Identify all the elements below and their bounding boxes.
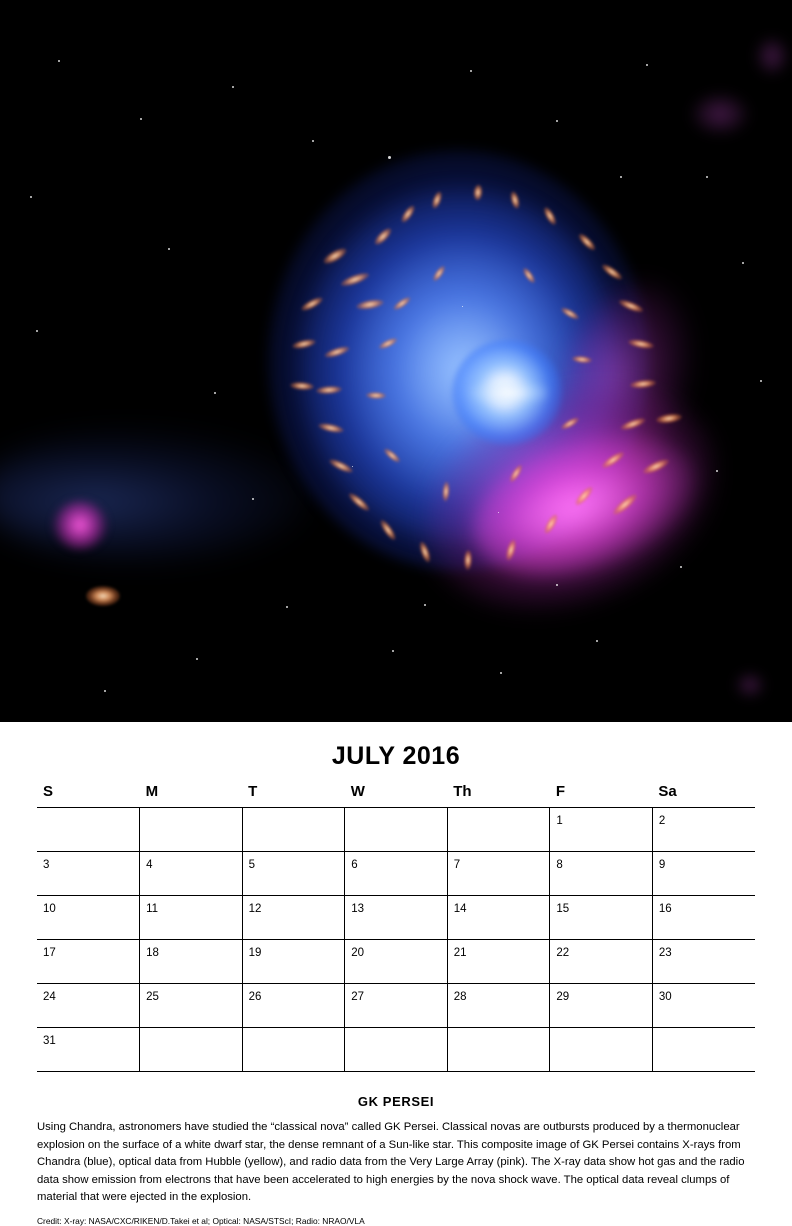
- month-title: JULY 2016: [331, 742, 461, 770]
- calendar-day-cell: 8: [550, 852, 653, 896]
- calendar-day-cell: 19: [242, 940, 345, 984]
- calendar-day-cell: 2: [652, 808, 755, 852]
- optical-knot: [323, 344, 350, 360]
- optical-knot: [378, 518, 398, 542]
- calendar-day-cell: 17: [37, 940, 140, 984]
- star: [716, 470, 718, 472]
- calendar-day-cell: [140, 1028, 243, 1072]
- caption-section: [0, 1094, 792, 1226]
- weekday-header-thursday: Th: [447, 779, 550, 808]
- star: [706, 176, 708, 178]
- calendar-week-row: [37, 940, 755, 984]
- star: [58, 60, 60, 62]
- calendar-week-row: [37, 984, 755, 1028]
- star: [462, 306, 463, 307]
- optical-knot: [339, 270, 370, 289]
- optical-knot: [473, 184, 483, 201]
- weekday-header-tuesday: T: [242, 779, 345, 808]
- optical-knot: [328, 457, 355, 476]
- calendar-day-cell: [242, 808, 345, 852]
- calendar-day-cell: 29: [550, 984, 653, 1028]
- optical-knot: [321, 245, 349, 267]
- calendar-week-row: [37, 852, 755, 896]
- calendar-day-cell: 10: [37, 896, 140, 940]
- calendar-day-cell: [550, 1028, 653, 1072]
- optical-knot: [316, 385, 342, 395]
- optical-knot: [399, 204, 417, 225]
- calendar-day-cell: 27: [345, 984, 448, 1028]
- calendar-day-cell: 28: [447, 984, 550, 1028]
- star: [500, 672, 502, 674]
- calendar-day-cell: 20: [345, 940, 448, 984]
- star: [232, 86, 234, 88]
- star: [556, 584, 558, 586]
- calendar-week-row: [37, 1028, 755, 1072]
- calendar-week-row: [37, 896, 755, 940]
- star: [214, 392, 216, 394]
- star: [424, 604, 426, 606]
- calendar-day-cell: 18: [140, 940, 243, 984]
- weekday-header-saturday: Sa: [652, 779, 755, 808]
- star: [760, 380, 762, 382]
- calendar-day-cell: 25: [140, 984, 243, 1028]
- star: [646, 64, 648, 66]
- calendar-day-cell: 14: [447, 896, 550, 940]
- optical-knot: [300, 295, 325, 313]
- optical-knot: [382, 446, 402, 464]
- object-title: GK PERSEI: [357, 1094, 435, 1109]
- faint-purple-patch-2: [735, 672, 765, 698]
- faint-purple-patch-3: [690, 92, 750, 136]
- calendar-day-cell: 26: [242, 984, 345, 1028]
- calendar-day-cell: 13: [345, 896, 448, 940]
- star: [596, 640, 598, 642]
- calendar-day-cell: [37, 808, 140, 852]
- optical-knot: [291, 338, 316, 351]
- calendar-day-cell: 9: [652, 852, 755, 896]
- weekday-header-wednesday: W: [345, 779, 448, 808]
- calendar-section: [0, 722, 792, 1072]
- calendar-day-cell: 1: [550, 808, 653, 852]
- magenta-blob-left: [52, 500, 108, 550]
- calendar-header-row: [37, 779, 755, 808]
- calendar-day-cell: [242, 1028, 345, 1072]
- optical-knot: [431, 264, 447, 283]
- optical-knot: [366, 392, 386, 400]
- optical-knot: [86, 586, 120, 606]
- calendar-day-cell: 21: [447, 940, 550, 984]
- calendar-day-cell: 30: [652, 984, 755, 1028]
- optical-knot: [560, 305, 581, 321]
- calendar-day-cell: 5: [242, 852, 345, 896]
- star: [312, 140, 314, 142]
- star: [498, 512, 499, 513]
- calendar-day-cell: 15: [550, 896, 653, 940]
- weekday-header-sunday: S: [37, 779, 140, 808]
- optical-knot: [509, 190, 521, 209]
- calendar-day-cell: 16: [652, 896, 755, 940]
- calendar-day-cell: [447, 1028, 550, 1072]
- optical-knot: [346, 491, 371, 514]
- optical-knot: [290, 381, 314, 391]
- star: [742, 262, 744, 264]
- optical-knot: [576, 231, 597, 252]
- star: [556, 120, 558, 122]
- optical-knot: [355, 298, 384, 312]
- calendar-day-cell: 4: [140, 852, 243, 896]
- calendar-day-cell: 3: [37, 852, 140, 896]
- calendar-day-cell: 6: [345, 852, 448, 896]
- star: [680, 566, 682, 568]
- core-flare: [470, 382, 548, 404]
- calendar-day-cell: 31: [37, 1028, 140, 1072]
- star: [140, 118, 142, 120]
- image-credit: Credit: X-ray: NASA/CXC/RIKEN/D.Takei et al; Optical: NASA/STScI; Radio: NRAO/VLA: [37, 1215, 365, 1226]
- calendar-day-cell: [447, 808, 550, 852]
- object-description: Using Chandra, astronomers have studied the “classical nova” called GK Persei. Classical novas are outbursts produced by a thermonuclear explosion on the surface of a white dwarf star, the dense remnant of a Sun-like star. This composite image of GK Persei contains X-rays from Chandra (blue), optical data from Hubble (yellow), and radio data from the Very Large Array (pink). The X-ray data show hot gas and the radio data show emission from electrons that have been accelerated to high energies by the nova shock wave. The optical data reveal clumps of material that were ejected in the explosion.: [37, 1121, 745, 1203]
- star: [36, 330, 38, 332]
- optical-knot: [430, 190, 444, 210]
- calendar-day-cell: 23: [652, 940, 755, 984]
- calendar-day-cell: 22: [550, 940, 653, 984]
- calendar-day-cell: [140, 808, 243, 852]
- star: [104, 690, 106, 692]
- calendar-day-cell: 12: [242, 896, 345, 940]
- optical-knot: [377, 336, 398, 351]
- weekday-header-monday: M: [140, 779, 243, 808]
- calendar-day-cell: [345, 808, 448, 852]
- calendar-day-cell: 7: [447, 852, 550, 896]
- star: [470, 70, 472, 72]
- calendar-day-cell: [345, 1028, 448, 1072]
- calendar-table: [37, 779, 755, 1072]
- star: [620, 176, 622, 178]
- faint-purple-patch-1: [755, 36, 789, 76]
- calendar-day-cell: [652, 1028, 755, 1072]
- star: [168, 248, 170, 250]
- optical-knot: [600, 262, 624, 282]
- star: [196, 658, 198, 660]
- star: [30, 196, 32, 198]
- weekday-header-friday: F: [550, 779, 653, 808]
- blue-wisp-left: [0, 430, 310, 560]
- calendar-week-row: [37, 808, 755, 852]
- optical-knot: [372, 226, 394, 248]
- optical-knot: [392, 295, 412, 312]
- calendar-day-cell: 24: [37, 984, 140, 1028]
- star: [286, 606, 288, 608]
- star: [252, 498, 254, 500]
- optical-knot: [521, 266, 537, 285]
- optical-knot: [542, 205, 559, 226]
- star: [352, 466, 353, 467]
- star: [388, 156, 391, 159]
- star: [392, 650, 394, 652]
- calendar-day-cell: 11: [140, 896, 243, 940]
- optical-knot: [317, 421, 344, 434]
